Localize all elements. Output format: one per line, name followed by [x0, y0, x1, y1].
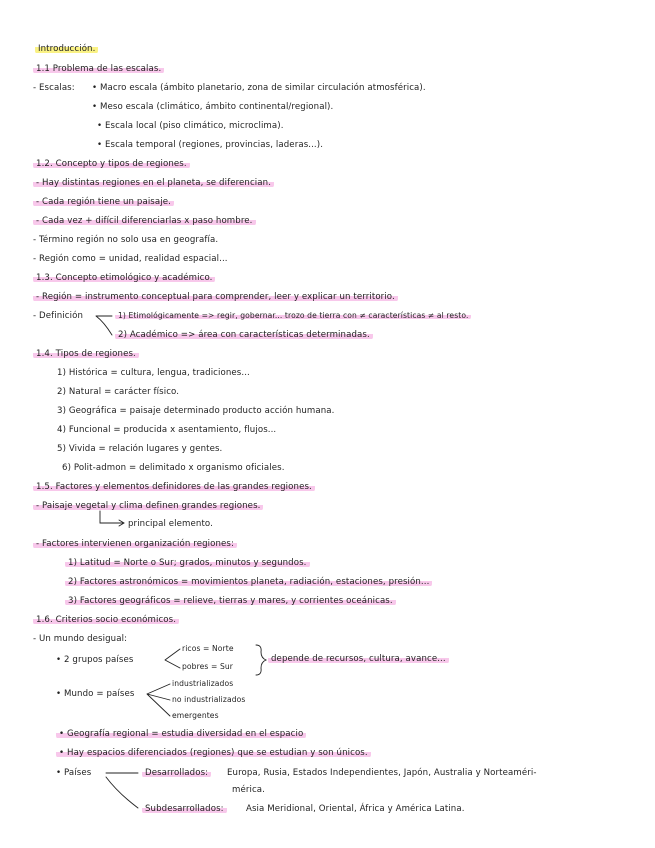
- mundo-item: no industrializados: [172, 695, 246, 704]
- heading-1-3: 1.3. Concepto etimológico y académico.: [33, 272, 215, 284]
- note-subline: principal elemento.: [128, 519, 213, 529]
- escala-item: • Meso escala (climático, ámbito continental/regional).: [92, 102, 334, 112]
- definicion-label: - Definición: [33, 311, 84, 321]
- tipo-region: 6) Polit-admon = delimitado x organismo oficiales.: [62, 463, 285, 473]
- mundo-branch-lines: [147, 684, 170, 716]
- subdesarrollados-label: Subdesarrollados:: [142, 803, 227, 815]
- definicion-item: 1) Etimológicamente => regir, gobernar... trozo de tierra con ≠ características ≠ al resto.: [115, 310, 471, 322]
- factor-item: 2) Factores astronómicos = movimientos planeta, radiación, estaciones, presión...: [65, 576, 432, 588]
- tipo-region: 3) Geográfica = paisaje determinado producto acción humana.: [57, 406, 335, 416]
- desarrollados-label: Desarrollados:: [142, 767, 211, 779]
- note-line: - Cada región tiene un paisaje.: [33, 196, 174, 208]
- definicion-branch-lines: [96, 316, 112, 335]
- note-line: - Cada vez + difícil diferenciarlas x paso hombre.: [33, 215, 256, 227]
- heading-1-1: 1.1 Problema de las escalas.: [33, 63, 164, 75]
- tipo-region: 1) Histórica = cultura, lengua, tradiciones...: [57, 368, 250, 378]
- mundo-item: emergentes: [172, 711, 219, 720]
- note-line: - Región como = unidad, realidad espacial...: [33, 254, 228, 264]
- paises-label: • Países: [56, 768, 92, 778]
- note-line: - Paisaje vegetal y clima definen grandes regiones.: [33, 500, 263, 512]
- subdesarrollados-text: Asia Meridional, Oriental, África y América Latina.: [246, 804, 465, 814]
- note-line: - Un mundo desigual:: [33, 634, 128, 644]
- desarrollados-text: Europa, Rusia, Estados Independientes, Japón, Australia y Norteaméri-: [227, 768, 537, 778]
- escalas-label: - Escalas:: [33, 83, 75, 93]
- escala-item: • Macro escala (ámbito planetario, zona de similar circulación atmosférica).: [92, 83, 426, 93]
- pobres-label: pobres = Sur: [182, 662, 234, 671]
- ricos-label: ricos = Norte: [182, 644, 234, 653]
- definicion-item: 2) Académico => área con características determinadas.: [115, 329, 373, 341]
- note-line: - Factores intervienen organización regiones:: [33, 538, 237, 550]
- curly-brace-icon: [256, 645, 266, 675]
- title: Introducción.: [35, 43, 98, 55]
- hook-arrow-icon: [100, 511, 124, 526]
- heading-1-2: 1.2. Concepto y tipos de regiones.: [33, 158, 190, 170]
- mundo-item: industrializados: [172, 679, 234, 688]
- grupos-label: • 2 grupos países: [56, 655, 134, 665]
- depende-line: depende de recursos, cultura, avance...: [268, 653, 449, 665]
- tipo-region: 5) Vivida = relación lugares y gentes.: [57, 444, 223, 454]
- heading-1-4: 1.4. Tipos de regiones.: [33, 348, 139, 360]
- tipo-region: 4) Funcional = producida x asentamiento, flujos...: [57, 425, 277, 435]
- factor-item: 3) Factores geográficos = relieve, tierras y mares, y corrientes oceánicas.: [65, 595, 396, 607]
- note-line: • Geografía regional = estudia diversidad en el espacio: [56, 728, 306, 740]
- mundo-label: • Mundo = países: [56, 689, 135, 699]
- note-line: - Región = instrumento conceptual para comprender, leer y explicar un territorio.: [33, 291, 398, 303]
- factor-item: 1) Latitud = Norte o Sur; grados, minutos y segundos.: [65, 557, 310, 569]
- desarrollados-text: mérica.: [232, 785, 266, 795]
- tipo-region: 2) Natural = carácter físico.: [57, 387, 180, 397]
- grupos-branch-lines: [165, 649, 180, 668]
- heading-1-6: 1.6. Criterios socio económicos.: [33, 614, 179, 626]
- escala-item: • Escala temporal (regiones, provincias, laderas...).: [97, 140, 324, 150]
- paises-branch-lines: [106, 773, 138, 808]
- note-line: • Hay espacios diferenciados (regiones) que se estudian y son únicos.: [56, 747, 371, 759]
- note-line: - Hay distintas regiones en el planeta, se diferencian.: [33, 177, 274, 189]
- note-line: - Término región no solo usa en geografía.: [33, 235, 219, 245]
- escala-item: • Escala local (piso climático, microclima).: [97, 121, 284, 131]
- heading-1-5: 1.5. Factores y elementos definidores de las grandes regiones.: [33, 481, 315, 493]
